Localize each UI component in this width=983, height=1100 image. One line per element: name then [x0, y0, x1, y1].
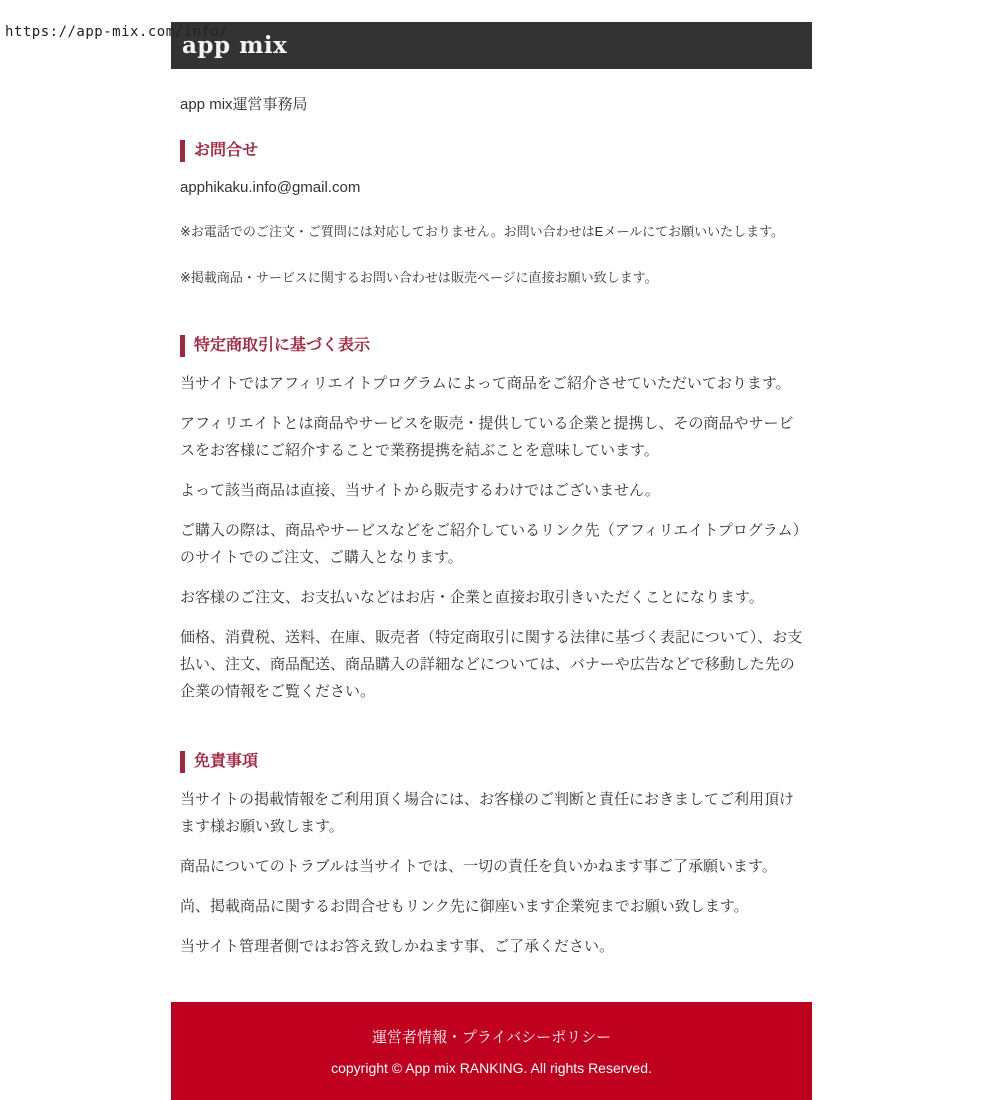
page-container [171, 22, 812, 1100]
tokutei-paragraph: 当サイトではアフィリエイトプログラムによって商品をご紹介させていただいております。 [180, 375, 791, 392]
disclaimer-section-heading: 免責事項 [180, 751, 803, 773]
site-header [171, 22, 812, 69]
operator-intro-text: app mix運営事務局 [180, 96, 308, 113]
tokutei-paragraph: 価格、消費税、送料、在庫、販売者（特定商取引に関する法律に基づく表記について）、お支払い、注文、商品配送、商品購入の詳細などについては、バナーや広告などで移動した先の企業の情報をご覧ください。 [180, 629, 803, 700]
disclaimer-paragraph: 当サイト管理者側ではお答え致しかねます事、ご了承ください。 [180, 938, 614, 955]
contact-note-phone: ※お電話でのご注文・ご質問には対応しておりません。お問い合わせはEメールにてお願いいたします。 [180, 224, 785, 239]
disclaimer-paragraph: 尚、掲載商品に関するお問合せもリンク先に御座います企業宛までお願い致します。 [180, 898, 749, 915]
footer-privacy-policy-link[interactable]: 運営者情報・プライバシーポリシー [371, 1029, 612, 1046]
main-content [171, 93, 812, 960]
disclaimer-paragraph: 当サイトの掲載情報をご利用頂く場合には、お客様のご判断と責任におきましてご利用頂けます様お願い致します。 [180, 791, 794, 835]
disclaimer-paragraph: 商品についてのトラブルは当サイトでは、一切の責任を負いかねます事ご了承願います。 [180, 858, 777, 875]
contact-section-heading: お問合せ [180, 140, 803, 162]
browser-url-label: https://app-mix.com/info/ [5, 24, 229, 40]
tokutei-section-heading: 特定商取引に基づく表示 [180, 335, 803, 357]
contact-note-products: ※掲載商品・サービスに関するお問い合わせは販売ページに直接お願い致します。 [180, 269, 658, 285]
tokutei-paragraph: お客様のご注文、お支払いなどはお店・企業と直接お取引きいただくことになります。 [180, 589, 764, 606]
site-footer [171, 1002, 812, 1100]
site-logo-title: app mix [182, 32, 288, 59]
footer-copyright: copyright © App mix RANKING. All rights Reserved. [331, 1060, 652, 1076]
tokutei-paragraph: ご購入の際は、商品やサービスなどをご紹介しているリンク先（アフィリエイトプログラム）のサイトでのご注文、ご購入となります。 [180, 522, 801, 566]
tokutei-paragraph: アフィリエイトとは商品やサービスを販売・提供している企業と提携し、その商品やサービスをお客様にご紹介することで業務提携を結ぶことを意味しています。 [180, 415, 794, 459]
tokutei-paragraph: よって該当商品は直接、当サイトから販売するわけではございません。 [180, 482, 660, 499]
contact-email: apphikaku.info@gmail.com [180, 179, 361, 196]
